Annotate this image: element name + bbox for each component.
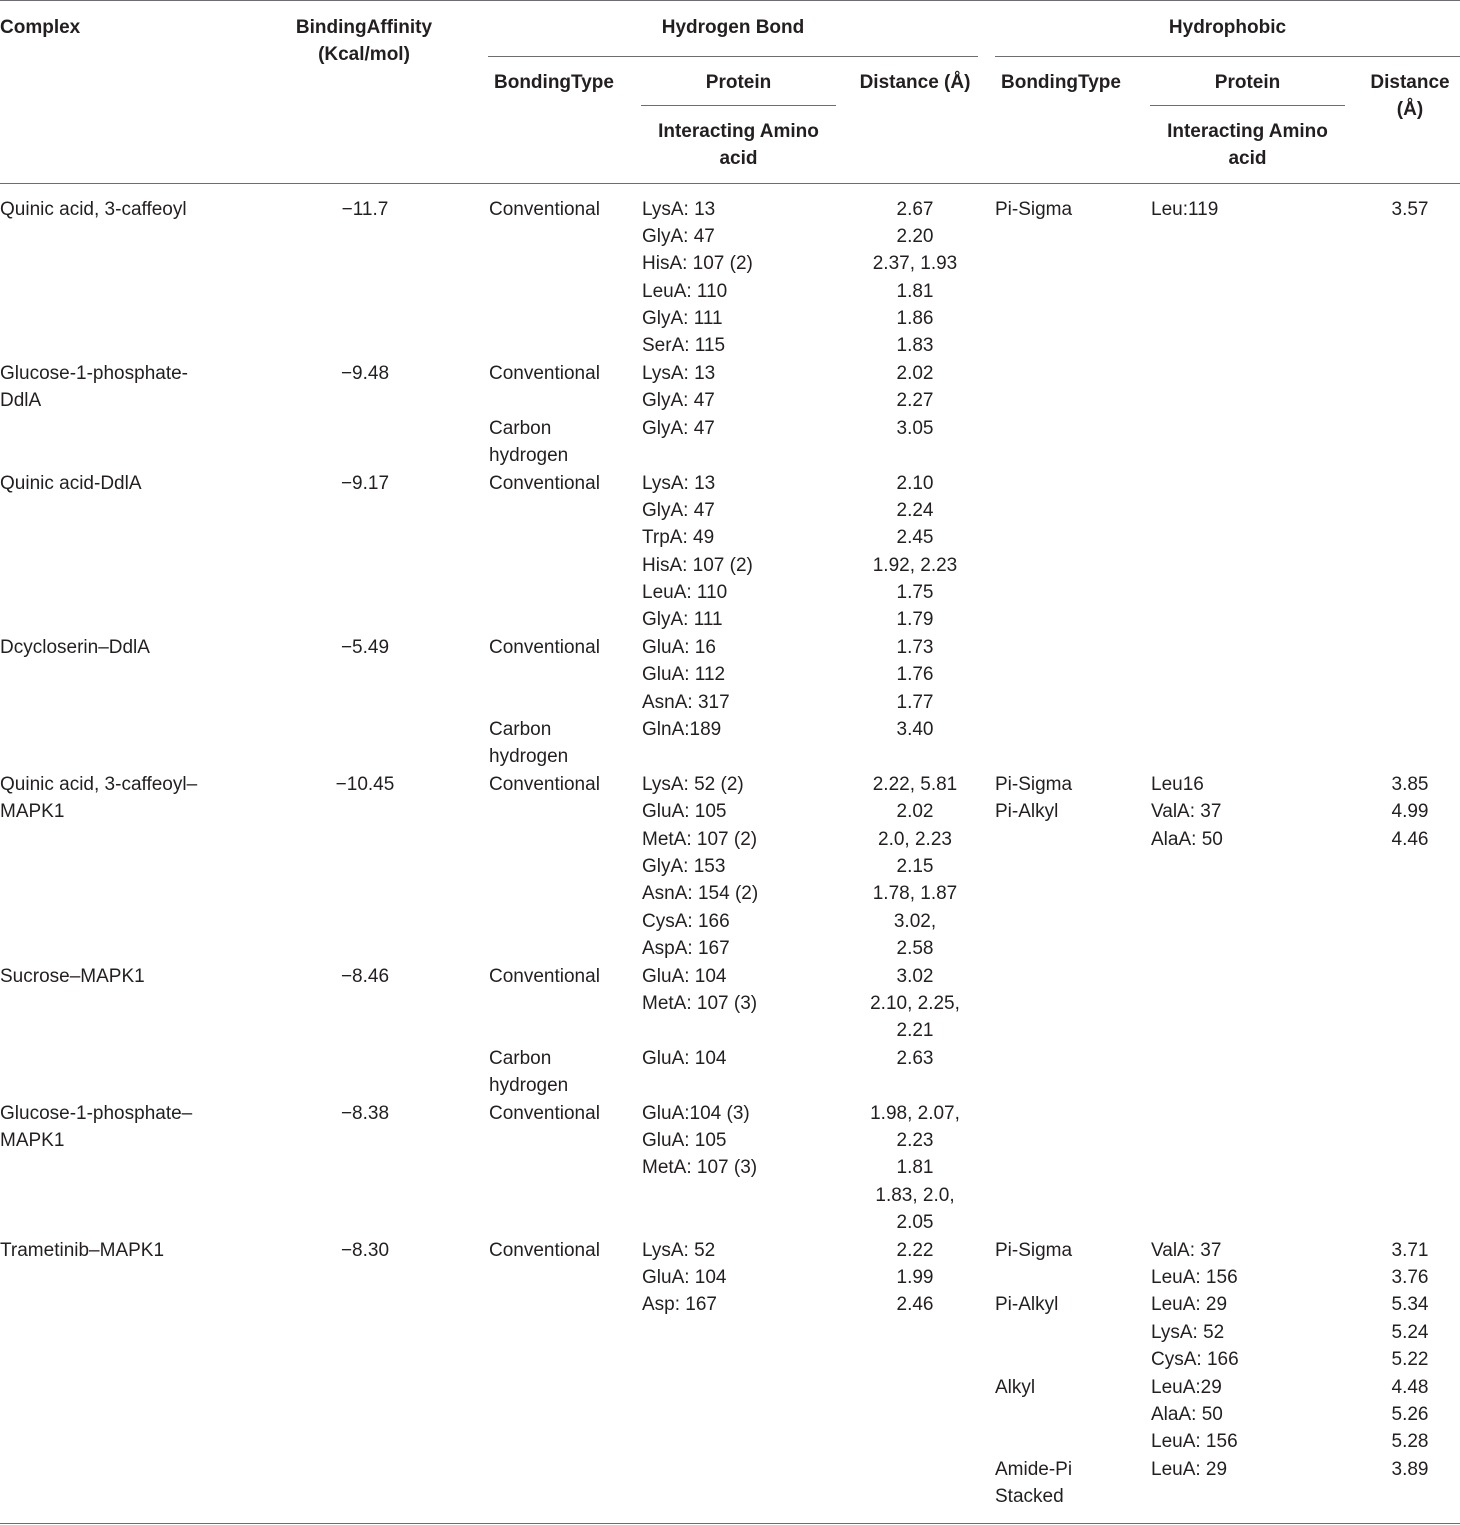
- hp-distance-cell: [1360, 196, 1460, 223]
- complex-cell: [0, 196, 270, 223]
- hb-type-cell-line: [489, 497, 639, 524]
- hp-residue-cell: [1151, 771, 1351, 853]
- hp-residue-cell-line: LeuA: 156: [1151, 1267, 1238, 1289]
- hb-type-cell-line: Conventional: [489, 965, 600, 987]
- affinity-cell: [300, 963, 430, 990]
- hb-type-cell-line: [489, 880, 639, 907]
- hb-type-cell-line: [489, 689, 639, 716]
- hp-type-cell-line: [995, 1401, 1145, 1428]
- hb-residue-cell-line: GlnA:189: [642, 719, 722, 741]
- complex-cell-line: MAPK1: [0, 801, 65, 823]
- hb-residue-cell-line: GluA: 104: [642, 1047, 727, 1069]
- hb-residue-cell-line: GluA:104 (3): [642, 1102, 750, 1124]
- complex-cell-line: MAPK1: [0, 1130, 65, 1152]
- hb-distance-cell-line: 1.76: [896, 664, 934, 686]
- hp-type-cell: [995, 771, 1145, 853]
- hb-residue-cell-line: [642, 1072, 842, 1099]
- hb-type-cell-line: [489, 1127, 639, 1154]
- header-hp-interacting-line2: acid: [1228, 148, 1267, 169]
- hb-distance-cell-line: 2.67: [896, 198, 934, 220]
- hb-type-cell-line: [489, 305, 639, 332]
- affinity-cell-line: −9.48: [340, 362, 390, 384]
- hb-distance-cell-line: 3.05: [896, 417, 934, 439]
- hb-distance-cell-line: 2.27: [896, 390, 934, 412]
- hb-type-cell-line: [489, 1264, 639, 1291]
- hp-residue-cell-line: AlaA: 50: [1151, 828, 1223, 850]
- hb-type-cell-line: Carbon: [489, 1047, 552, 1069]
- hb-distance-cell-line: 2.22: [896, 1239, 934, 1261]
- hb-residue-cell-line: GluA: 105: [642, 1130, 727, 1152]
- hb-residue-cell-line: [642, 442, 842, 469]
- hb-distance-cell-line: [850, 442, 980, 469]
- hb-distance-cell-line: 3.02: [896, 965, 934, 987]
- hb-type-cell-line: hydrogen: [489, 445, 569, 467]
- hb-distance-cell-line: 1.81: [896, 1157, 934, 1179]
- hb-distance-cell: [850, 196, 980, 360]
- hb-distance-cell-line: 2.22, 5.81: [872, 773, 958, 795]
- table-bottom-rule: [0, 1523, 1460, 1524]
- header-hb-bonding-type: BondingType: [494, 72, 614, 93]
- complex-cell: [0, 360, 270, 415]
- header-hydrogen-bond: Hydrogen Bond: [661, 17, 805, 38]
- header-hp-distance: [1360, 69, 1460, 123]
- hp-type-cell-line: Pi-Sigma: [995, 773, 1073, 795]
- hp-residue-cell-line: ValA: 37: [1151, 801, 1222, 823]
- hb-residue-cell: [642, 470, 842, 634]
- hb-distance-cell-line: 1.83, 2.0,: [875, 1184, 955, 1206]
- hp-type-cell-line: Pi-Sigma: [995, 198, 1073, 220]
- header-hp-protein: Protein: [1214, 72, 1281, 93]
- complex-cell: [0, 470, 270, 497]
- header-hp-interacting: [1150, 118, 1345, 172]
- hb-distance-cell-line: 2.37, 1.93: [872, 253, 958, 275]
- hp-distance-cell: [1360, 771, 1460, 853]
- hb-distance-cell: [850, 1100, 980, 1237]
- hb-distance-cell: [850, 470, 980, 634]
- hb-type-cell-line: Carbon: [489, 417, 552, 439]
- hb-distance-cell: [850, 1237, 980, 1319]
- hp-distance-cell-line: 3.57: [1391, 198, 1429, 220]
- hb-type-cell: [489, 963, 639, 1100]
- hb-residue-cell-line: [642, 743, 842, 770]
- hb-residue-cell-line: GlyA: 47: [642, 390, 715, 412]
- hb-residue-cell-line: GlyA: 111: [642, 609, 723, 631]
- hb-type-cell: [489, 1237, 639, 1319]
- hb-residue-cell-line: HisA: 107 (2): [642, 554, 753, 576]
- hb-distance-cell-line: 1.86: [896, 308, 934, 330]
- affinity-cell: [300, 771, 430, 798]
- hb-distance-cell: [850, 360, 980, 470]
- hb-distance-cell-line: 2.20: [896, 225, 934, 247]
- hb-residue-cell: [642, 1237, 842, 1319]
- complex-cell: [0, 1237, 270, 1264]
- hp-distance-cell-line: 4.99: [1391, 801, 1429, 823]
- hb-type-cell-line: hydrogen: [489, 746, 569, 768]
- hb-residue-cell-line: GluA: 112: [642, 664, 726, 686]
- hb-distance-cell-line: 1.75: [896, 582, 934, 604]
- hp-type-cell-line: Alkyl: [995, 1376, 1036, 1398]
- hb-type-cell-line: [489, 908, 639, 935]
- header-hb-interacting-line2: acid: [719, 148, 758, 169]
- hb-residue-cell-line: GluA: 105: [642, 801, 727, 823]
- hb-distance-cell-line: 1.92, 2.23: [872, 554, 958, 576]
- hb-distance-cell-line: 2.46: [896, 1294, 934, 1316]
- hb-type-cell-line: [489, 661, 639, 688]
- hb-type-cell-line: Conventional: [489, 362, 600, 384]
- hb-type-cell: [489, 634, 639, 771]
- header-hb-interacting-line1: Interacting Amino: [658, 121, 819, 142]
- hb-residue-cell-line: Asp: 167: [642, 1294, 717, 1316]
- hb-residue-cell-line: [642, 1017, 842, 1044]
- hb-distance-cell: [850, 634, 980, 771]
- hb-type-cell-line: [489, 1017, 639, 1044]
- hb-residue-cell-line: MetA: 107 (3): [642, 1157, 758, 1179]
- complex-cell-line: Quinic acid, 3-caffeoyl: [0, 198, 187, 220]
- hb-type-cell-line: Conventional: [489, 773, 600, 795]
- complex-cell-line: Glucose-1-phosphate-: [0, 362, 188, 384]
- hb-distance-cell-line: 1.83: [896, 335, 934, 357]
- hb-residue-cell-line: GlyA: 111: [642, 308, 723, 330]
- hb-type-cell-line: [489, 1209, 639, 1236]
- hp-distance-cell-line: 5.22: [1391, 1349, 1429, 1371]
- hp-type-cell-line: [995, 826, 1145, 853]
- hb-distance-cell-line: 2.45: [896, 527, 934, 549]
- hb-residue-cell-line: GlyA: 47: [642, 499, 715, 521]
- hb-residue-cell-line: GluA: 16: [642, 636, 716, 658]
- hb-residue-cell-line: [642, 1209, 842, 1236]
- hb-type-cell-line: [489, 798, 639, 825]
- hb-residue-cell-line: LysA: 52 (2): [642, 773, 744, 795]
- hp-residue-cell-line: LeuA: 29: [1151, 1458, 1228, 1480]
- hp-residue-cell: [1151, 196, 1351, 223]
- hb-distance-cell-line: 1.98, 2.07,: [870, 1102, 960, 1124]
- hb-residue-cell-line: MetA: 107 (3): [642, 993, 758, 1015]
- hp-residue-cell-line: ValA: 37: [1151, 1239, 1222, 1261]
- hb-residue-cell-line: LysA: 13: [642, 472, 716, 494]
- hydrophobic-group-rule: [995, 56, 1460, 57]
- hp-type-cell-line: Stacked: [995, 1486, 1064, 1508]
- hb-type-cell-line: [489, 606, 639, 633]
- affinity-cell-line: −10.45: [335, 773, 395, 795]
- affinity-cell: [300, 1237, 430, 1264]
- hp-type-cell-line: [995, 1346, 1145, 1373]
- hp-type-cell-line: [995, 1264, 1145, 1291]
- affinity-cell: [300, 470, 430, 497]
- hp-residue-cell-line: LeuA:29: [1151, 1376, 1222, 1398]
- hb-distance-cell-line: 2.0, 2.23: [878, 828, 952, 850]
- table-top-rule: [0, 0, 1460, 1]
- hp-residue-cell-line: LeuA: 156: [1151, 1431, 1238, 1453]
- hb-distance-cell-line: 2.10: [896, 472, 934, 494]
- hp-residue-cell-line: LeuA: 29: [1151, 1294, 1228, 1316]
- complex-cell-line: Glucose-1-phosphate–: [0, 1102, 193, 1124]
- hb-type-cell-line: [489, 387, 639, 414]
- hb-distance-cell-line: 1.81: [896, 280, 934, 302]
- hb-distance-cell-line: 1.78, 1.87: [872, 883, 958, 905]
- hb-residue-cell-line: CysA: 166: [642, 910, 730, 932]
- hb-type-cell-line: Carbon: [489, 719, 552, 741]
- hb-residue-cell: [642, 771, 842, 963]
- hb-type-cell-line: [489, 332, 639, 359]
- hb-distance-cell-line: 2.23: [896, 1130, 934, 1152]
- affinity-cell: [300, 360, 430, 387]
- hp-residue-cell-line: CysA: 166: [1151, 1349, 1239, 1371]
- hb-residue-cell: [642, 1100, 842, 1237]
- hydrogen-bond-group-rule: [488, 56, 978, 57]
- affinity-cell-line: −11.7: [341, 198, 389, 220]
- affinity-cell-line: −5.49: [340, 636, 390, 658]
- hp-type-cell-line: [995, 1428, 1145, 1455]
- header-hp-bonding-type: BondingType: [1001, 72, 1121, 93]
- hp-distance-cell-line: 3.89: [1391, 1458, 1429, 1480]
- hb-residue-cell-line: AsnA: 154 (2): [642, 883, 759, 905]
- hb-type-cell-line: [489, 826, 639, 853]
- hb-distance-cell-line: 1.79: [896, 609, 934, 631]
- hb-distance-cell-line: 2.15: [896, 856, 934, 878]
- header-complex: Complex: [0, 17, 81, 38]
- complex-cell-line: Quinic acid-DdlA: [0, 472, 142, 494]
- hb-residue-cell-line: MetA: 107 (2): [642, 828, 758, 850]
- affinity-cell-line: −8.46: [340, 965, 390, 987]
- hp-distance-cell-line: 3.71: [1391, 1239, 1429, 1261]
- header-hydrophobic: Hydrophobic: [1168, 17, 1287, 38]
- hb-protein-rule: [641, 105, 836, 106]
- hb-residue-cell: [642, 963, 842, 1100]
- hb-distance-cell-line: [850, 1072, 980, 1099]
- hb-distance-cell-line: 1.73: [896, 636, 934, 658]
- hb-distance-cell-line: 1.77: [896, 691, 934, 713]
- hb-type-cell: [489, 360, 639, 470]
- hp-type-cell-line: Amide-Pi: [995, 1458, 1073, 1480]
- hp-distance-cell-line: 5.34: [1391, 1294, 1429, 1316]
- complex-cell-line: DdlA: [0, 390, 42, 412]
- hb-residue-cell-line: LeuA: 110: [642, 280, 728, 302]
- hb-distance-cell-line: 2.21: [896, 1020, 934, 1042]
- hp-distance-cell-line: 3.85: [1391, 773, 1429, 795]
- hp-type-cell: [995, 196, 1145, 223]
- hb-type-cell: [489, 1100, 639, 1237]
- header-hp-interacting-line1: Interacting Amino: [1167, 121, 1328, 142]
- hp-residue-cell-line: Leu:119: [1151, 198, 1219, 220]
- complex-cell: [0, 963, 270, 990]
- hb-residue-cell: [642, 360, 842, 470]
- hb-distance-cell-line: 1.99: [896, 1267, 934, 1289]
- hp-distance-cell-line: 5.26: [1391, 1404, 1429, 1426]
- hb-distance-cell-line: 2.24: [896, 499, 934, 521]
- complex-cell: [0, 1100, 270, 1155]
- hb-type-cell-line: Conventional: [489, 1239, 600, 1261]
- affinity-cell: [300, 634, 430, 661]
- hb-type-cell-line: Conventional: [489, 1102, 600, 1124]
- hb-residue-cell-line: LysA: 13: [642, 362, 716, 384]
- hb-residue-cell: [642, 634, 842, 771]
- hb-type-cell-line: [489, 552, 639, 579]
- hp-residue-cell-line: [1151, 1483, 1351, 1510]
- hb-distance-cell-line: 2.05: [896, 1212, 934, 1234]
- hb-type-cell-line: [489, 223, 639, 250]
- hb-type-cell-line: [489, 1182, 639, 1209]
- hb-distance-cell-line: 3.40: [896, 719, 934, 741]
- hb-residue-cell-line: GluA: 104: [642, 965, 727, 987]
- header-hb-protein: Protein: [705, 72, 772, 93]
- hb-residue-cell-line: LysA: 52: [642, 1239, 716, 1261]
- hb-residue-cell-line: HisA: 107 (2): [642, 253, 753, 275]
- hp-distance-cell-line: 4.48: [1391, 1376, 1429, 1398]
- complex-cell: [0, 771, 270, 826]
- hb-distance-cell-line: [850, 743, 980, 770]
- hb-residue-cell-line: TrpA: 49: [642, 527, 715, 549]
- header-binding-affinity-line1: BindingAffinity: [295, 17, 433, 38]
- hb-type-cell-line: [489, 1291, 639, 1318]
- hb-distance-cell-line: 3.02,: [893, 910, 937, 932]
- header-binding-affinity-line2: (Kcal/mol): [318, 44, 410, 65]
- header-bottom-rule: [0, 183, 1460, 184]
- hb-type-cell: [489, 196, 639, 360]
- hb-distance-cell-line: 2.10, 2.25,: [870, 993, 960, 1015]
- hb-residue-cell-line: [642, 1182, 842, 1209]
- hb-type-cell-line: [489, 278, 639, 305]
- affinity-cell-line: −8.38: [340, 1102, 390, 1124]
- complex-cell-line: Dcycloserin–DdlA: [0, 636, 150, 658]
- header-hb-distance: Distance (Å): [859, 72, 971, 93]
- hb-residue-cell-line: GlyA: 47: [642, 417, 715, 439]
- hp-type-cell-line: Pi-Sigma: [995, 1239, 1073, 1261]
- hb-type-cell-line: hydrogen: [489, 1075, 569, 1097]
- complex-cell: [0, 634, 270, 661]
- hp-protein-rule: [1150, 105, 1345, 106]
- hb-type-cell-line: [489, 524, 639, 551]
- hb-type-cell-line: Conventional: [489, 198, 600, 220]
- header-hp-distance-line2: (Å): [1396, 99, 1424, 120]
- hp-residue-cell-line: Leu16: [1151, 773, 1204, 795]
- hb-type-cell-line: [489, 579, 639, 606]
- hp-distance-cell-line: [1360, 1483, 1460, 1510]
- complex-cell-line: Trametinib–MAPK1: [0, 1239, 165, 1261]
- hp-distance-cell: [1360, 1237, 1460, 1511]
- hb-residue-cell-line: LeuA: 110: [642, 582, 728, 604]
- hb-type-cell-line: [489, 1154, 639, 1181]
- affinity-cell-line: −8.30: [340, 1239, 390, 1261]
- hb-residue-cell-line: GlyA: 153: [642, 856, 726, 878]
- affinity-cell: [300, 1100, 430, 1127]
- hb-distance-cell-line: 2.02: [896, 801, 934, 823]
- header-hp-distance-line1: Distance: [1370, 72, 1450, 93]
- hb-type-cell-line: Conventional: [489, 472, 600, 494]
- hb-residue-cell-line: SerA: 115: [642, 335, 726, 357]
- hb-distance-cell-line: 2.58: [896, 938, 934, 960]
- hb-residue-cell-line: LysA: 13: [642, 198, 716, 220]
- complex-cell-line: Sucrose–MAPK1: [0, 965, 145, 987]
- complex-cell-line: Quinic acid, 3-caffeoyl–: [0, 773, 198, 795]
- header-binding-affinity: [274, 14, 454, 68]
- hb-residue-cell-line: GluA: 104: [642, 1267, 727, 1289]
- hb-residue-cell-line: AsnA: 317: [642, 691, 730, 713]
- hb-distance-cell-line: 2.02: [896, 362, 934, 384]
- hb-distance-cell: [850, 771, 980, 963]
- hb-type-cell-line: [489, 935, 639, 962]
- hp-type-cell-line: [995, 1319, 1145, 1346]
- header-hb-interacting: [641, 118, 836, 172]
- hp-type-cell-line: Pi-Alkyl: [995, 801, 1059, 823]
- affinity-cell-line: −9.17: [340, 472, 390, 494]
- hb-type-cell: [489, 470, 639, 634]
- affinity-cell: [300, 196, 430, 223]
- hp-residue-cell-line: LysA: 52: [1151, 1321, 1225, 1343]
- hp-residue-cell: [1151, 1237, 1351, 1511]
- hb-type-cell-line: Conventional: [489, 636, 600, 658]
- hp-distance-cell-line: 5.28: [1391, 1431, 1429, 1453]
- hb-residue-cell-line: AspA: 167: [642, 938, 730, 960]
- hb-type-cell-line: [489, 250, 639, 277]
- hb-residue-cell-line: GlyA: 47: [642, 225, 715, 247]
- hb-type-cell-line: [489, 990, 639, 1017]
- hb-distance-cell-line: 2.63: [896, 1047, 934, 1069]
- hp-residue-cell-line: AlaA: 50: [1151, 1404, 1223, 1426]
- hp-distance-cell-line: 3.76: [1391, 1267, 1429, 1289]
- hp-distance-cell-line: 4.46: [1391, 828, 1429, 850]
- hb-residue-cell: [642, 196, 842, 360]
- hb-type-cell-line: [489, 853, 639, 880]
- hb-type-cell: [489, 771, 639, 963]
- hb-distance-cell: [850, 963, 980, 1100]
- hp-type-cell-line: Pi-Alkyl: [995, 1294, 1059, 1316]
- hp-distance-cell-line: 5.24: [1391, 1321, 1429, 1343]
- hp-type-cell: [995, 1237, 1145, 1511]
